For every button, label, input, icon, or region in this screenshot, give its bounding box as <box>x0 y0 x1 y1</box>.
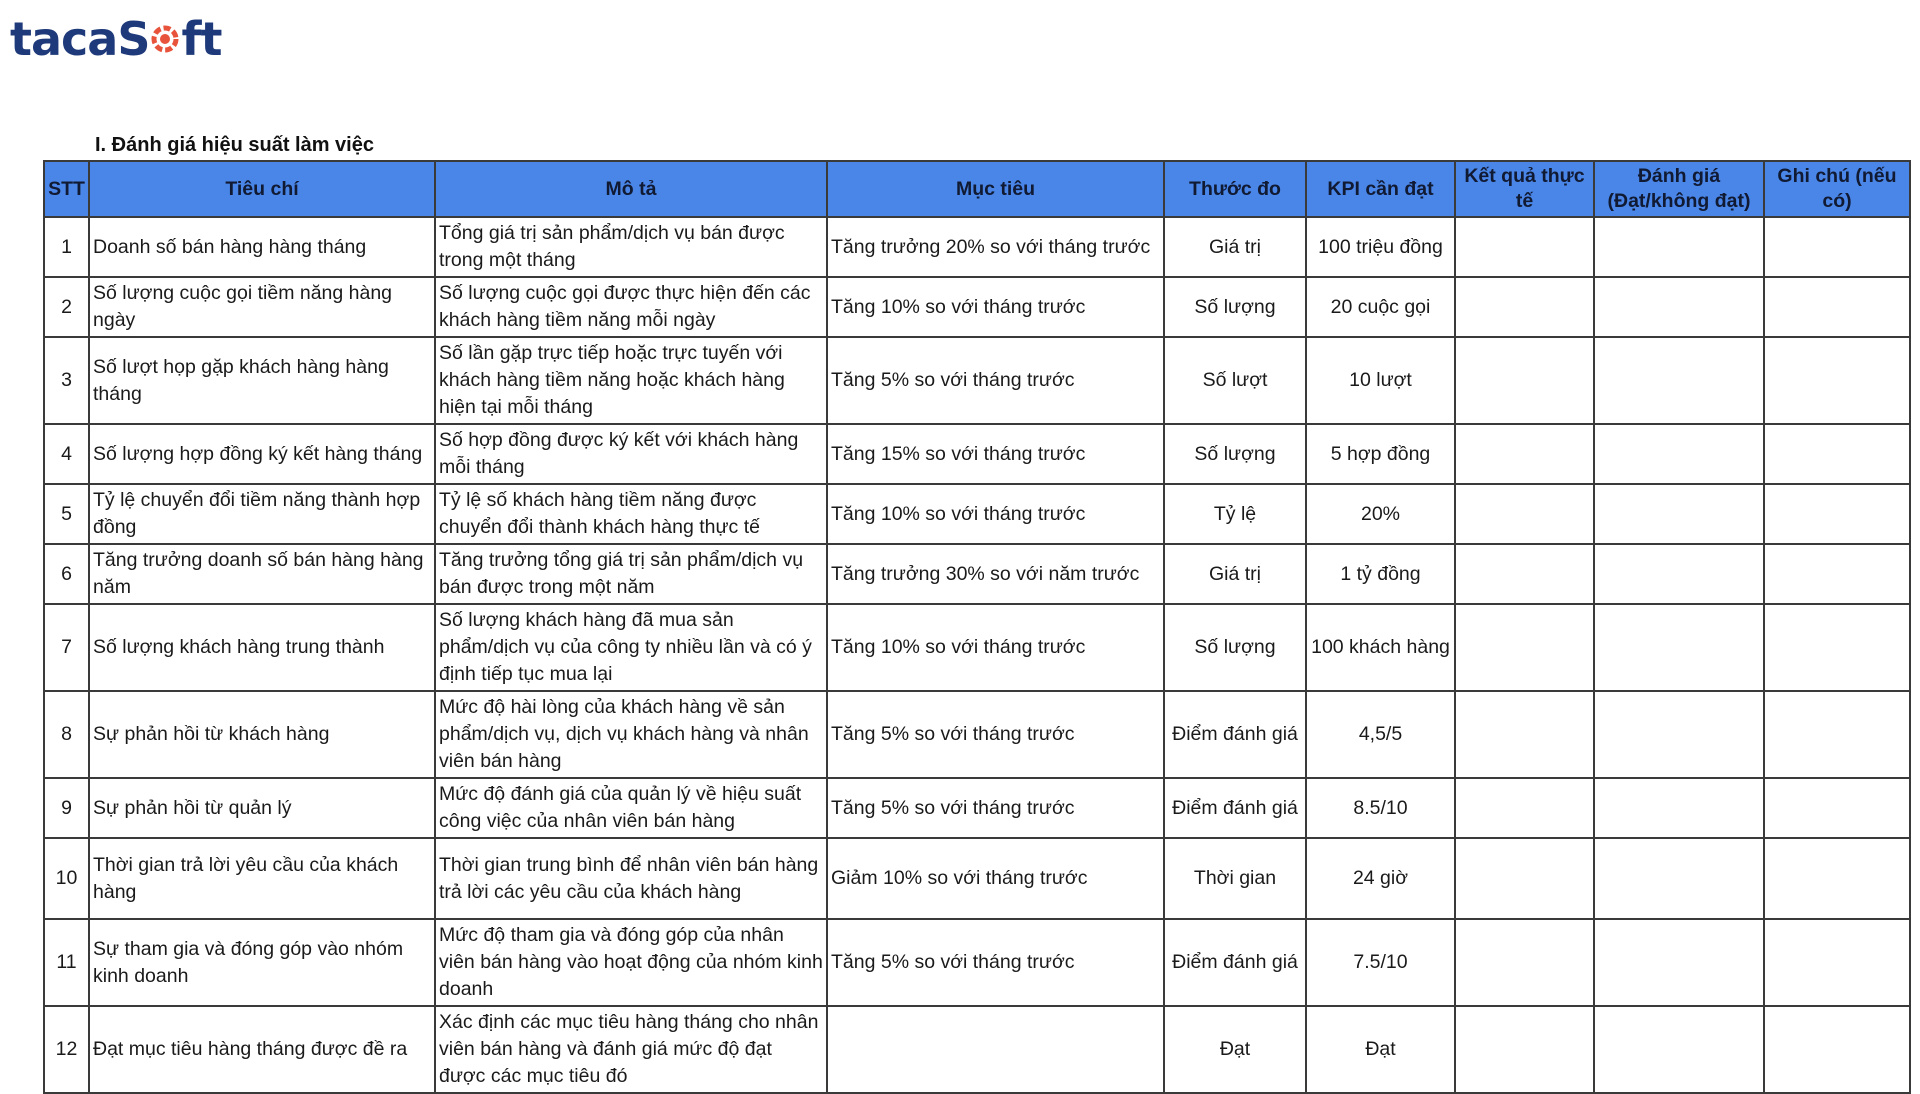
cell-stt: 3 <box>44 337 89 424</box>
cell-note[interactable] <box>1764 778 1910 838</box>
cell-stt: 11 <box>44 919 89 1006</box>
cell-stt: 12 <box>44 1006 89 1093</box>
header-criterion: Tiêu chí <box>89 161 435 217</box>
table-row <box>44 484 1910 544</box>
cell-target[interactable]: Tăng trưởng 30% so với năm trước <box>827 544 1164 604</box>
cell-result[interactable] <box>1455 778 1594 838</box>
cell-measure[interactable]: Giá trị <box>1164 217 1306 277</box>
cell-criterion[interactable]: Tỷ lệ chuyển đổi tiềm năng thành hợp đồng <box>89 484 435 544</box>
cell-criterion[interactable]: Đạt mục tiêu hàng tháng được đề ra <box>89 1006 435 1093</box>
cell-note[interactable] <box>1764 484 1910 544</box>
cell-measure[interactable]: Số lượt <box>1164 337 1306 424</box>
cell-stt: 1 <box>44 217 89 277</box>
cell-stt: 9 <box>44 778 89 838</box>
cell-measure[interactable]: Số lượng <box>1164 424 1306 484</box>
cell-stt: 4 <box>44 424 89 484</box>
cell-note[interactable] <box>1764 424 1910 484</box>
cell-result[interactable] <box>1455 217 1594 277</box>
cell-measure[interactable]: Giá trị <box>1164 544 1306 604</box>
cell-note[interactable] <box>1764 544 1910 604</box>
table-row <box>44 604 1910 691</box>
cell-description[interactable]: Mức độ hài lòng của khách hàng về sản phẩm/dịch vụ, dịch vụ khách hàng và nhân viên bán hàng <box>435 691 827 778</box>
cell-note[interactable] <box>1764 217 1910 277</box>
table-row <box>44 544 1910 604</box>
cell-target[interactable]: Tăng 5% so với tháng trước <box>827 337 1164 424</box>
header-result: Kết quả thực tế <box>1455 161 1594 217</box>
cell-target[interactable]: Tăng trưởng 20% so với tháng trước <box>827 217 1164 277</box>
cell-description[interactable]: Mức độ tham gia và đóng góp của nhân viên bán hàng vào hoạt động của nhóm kinh doanh <box>435 919 827 1006</box>
cell-target[interactable]: Tăng 5% so với tháng trước <box>827 919 1164 1006</box>
cell-evaluation[interactable] <box>1594 337 1764 424</box>
cell-criterion[interactable]: Sự phản hồi từ quản lý <box>89 778 435 838</box>
cell-result[interactable] <box>1455 544 1594 604</box>
cell-description[interactable]: Tăng trưởng tổng giá trị sản phẩm/dịch vụ bán được trong một năm <box>435 544 827 604</box>
cell-stt: 2 <box>44 277 89 337</box>
header-stt: STT <box>44 161 89 217</box>
cell-criterion[interactable]: Số lượng cuộc gọi tiềm năng hàng ngày <box>89 277 435 337</box>
cell-description[interactable]: Thời gian trung bình để nhân viên bán hàng trả lời các yêu cầu của khách hàng <box>435 838 827 919</box>
header-evaluation: Đánh giá (Đạt/không đạt) <box>1594 161 1764 217</box>
cell-evaluation[interactable] <box>1594 544 1764 604</box>
cell-evaluation[interactable] <box>1594 484 1764 544</box>
cell-result[interactable] <box>1455 424 1594 484</box>
cell-stt: 6 <box>44 544 89 604</box>
cell-criterion[interactable]: Sự tham gia và đóng góp vào nhóm kinh doanh <box>89 919 435 1006</box>
table-row <box>44 277 1910 337</box>
cell-measure[interactable]: Đạt <box>1164 1006 1306 1093</box>
cell-measure[interactable]: Số lượng <box>1164 604 1306 691</box>
cell-kpi[interactable]: 20% <box>1306 484 1455 544</box>
cell-criterion[interactable]: Số lượt họp gặp khách hàng hàng tháng <box>89 337 435 424</box>
header-measure: Thước đo <box>1164 161 1306 217</box>
cell-criterion[interactable]: Số lượng khách hàng trung thành <box>89 604 435 691</box>
cell-description[interactable]: Số hợp đồng được ký kết với khách hàng mỗi tháng <box>435 424 827 484</box>
header-row <box>44 161 1910 217</box>
cell-criterion[interactable]: Số lượng hợp đồng ký kết hàng tháng <box>89 424 435 484</box>
cell-description[interactable]: Tỷ lệ số khách hàng tiềm năng được chuyển đổi thành khách hàng thực tế <box>435 484 827 544</box>
cell-note[interactable] <box>1764 838 1910 919</box>
cell-kpi[interactable]: 20 cuộc gọi <box>1306 277 1455 337</box>
kpi-table <box>43 160 1911 1094</box>
table-row <box>44 778 1910 838</box>
cell-criterion[interactable]: Tăng trưởng doanh số bán hàng hàng năm <box>89 544 435 604</box>
cell-measure[interactable]: Tỷ lệ <box>1164 484 1306 544</box>
logo-text-2: S <box>117 12 150 66</box>
cell-stt: 8 <box>44 691 89 778</box>
cell-result[interactable] <box>1455 691 1594 778</box>
cell-kpi[interactable]: 1 tỷ đồng <box>1306 544 1455 604</box>
cell-stt: 10 <box>44 838 89 919</box>
cell-measure[interactable]: Số lượng <box>1164 277 1306 337</box>
cell-kpi[interactable]: 100 khách hàng <box>1306 604 1455 691</box>
table-row <box>44 337 1910 424</box>
table-row <box>44 424 1910 484</box>
cell-criterion[interactable]: Doanh số bán hàng hàng tháng <box>89 217 435 277</box>
logo-text-1: taca <box>10 12 118 66</box>
header-description: Mô tả <box>435 161 827 217</box>
cell-kpi[interactable]: 10 lượt <box>1306 337 1455 424</box>
cell-result[interactable] <box>1455 277 1594 337</box>
cell-target[interactable]: Tăng 15% so với tháng trước <box>827 424 1164 484</box>
cell-measure[interactable]: Điểm đánh giá <box>1164 919 1306 1006</box>
cell-measure[interactable]: Điểm đánh giá <box>1164 778 1306 838</box>
cell-description[interactable]: Số lượng cuộc gọi được thực hiện đến các khách hàng tiềm năng mỗi ngày <box>435 277 827 337</box>
cell-evaluation[interactable] <box>1594 277 1764 337</box>
cell-target[interactable]: Tăng 10% so với tháng trước <box>827 277 1164 337</box>
cell-note[interactable] <box>1764 277 1910 337</box>
cell-evaluation[interactable] <box>1594 838 1764 919</box>
cell-description[interactable]: Tổng giá trị sản phẩm/dịch vụ bán được trong một tháng <box>435 217 827 277</box>
header-kpi: KPI cần đạt <box>1306 161 1455 217</box>
cell-description[interactable]: Số lần gặp trực tiếp hoặc trực tuyến với khách hàng tiềm năng hoặc khách hàng hiện tại mỗi tháng <box>435 337 827 424</box>
cell-evaluation[interactable] <box>1594 217 1764 277</box>
cell-kpi[interactable]: 7.5/10 <box>1306 919 1455 1006</box>
cell-target[interactable]: Tăng 5% so với tháng trước <box>827 778 1164 838</box>
cell-criterion[interactable]: Sự phản hồi từ khách hàng <box>89 691 435 778</box>
table-row <box>44 838 1910 919</box>
cell-measure[interactable]: Thời gian <box>1164 838 1306 919</box>
section-title: I. Đánh giá hiệu suất làm việc <box>95 134 374 156</box>
table-row <box>44 691 1910 778</box>
cell-target[interactable]: Tăng 10% so với tháng trước <box>827 484 1164 544</box>
tacasoft-logo <box>10 12 222 66</box>
cell-result[interactable] <box>1455 919 1594 1006</box>
cell-measure[interactable]: Điểm đánh giá <box>1164 691 1306 778</box>
cell-result[interactable] <box>1455 838 1594 919</box>
cell-result[interactable] <box>1455 337 1594 424</box>
table-row <box>44 919 1910 1006</box>
cell-kpi[interactable]: 5 hợp đồng <box>1306 424 1455 484</box>
cell-target[interactable]: Tăng 10% so với tháng trước <box>827 604 1164 691</box>
logo-text-3: ft <box>181 12 222 66</box>
cell-evaluation[interactable] <box>1594 691 1764 778</box>
cell-note[interactable] <box>1764 691 1910 778</box>
gear-icon <box>150 24 180 54</box>
cell-target[interactable]: Giảm 10% so với tháng trước <box>827 838 1164 919</box>
cell-description[interactable]: Mức độ đánh giá của quản lý về hiệu suất công việc của nhân viên bán hàng <box>435 778 827 838</box>
table-row <box>44 217 1910 277</box>
cell-kpi[interactable]: 24 giờ <box>1306 838 1455 919</box>
cell-kpi[interactable]: 8.5/10 <box>1306 778 1455 838</box>
cell-target[interactable]: Tăng 5% so với tháng trước <box>827 691 1164 778</box>
cell-evaluation[interactable] <box>1594 604 1764 691</box>
cell-kpi[interactable]: 4,5/5 <box>1306 691 1455 778</box>
cell-evaluation[interactable] <box>1594 778 1764 838</box>
cell-note[interactable] <box>1764 919 1910 1006</box>
cell-stt: 5 <box>44 484 89 544</box>
cell-description[interactable]: Xác định các mục tiêu hàng tháng cho nhân viên bán hàng và đánh giá mức độ đạt được các mục tiêu đó <box>435 1006 827 1093</box>
cell-result[interactable] <box>1455 604 1594 691</box>
cell-result[interactable] <box>1455 484 1594 544</box>
cell-note[interactable] <box>1764 337 1910 424</box>
cell-kpi[interactable]: 100 triệu đồng <box>1306 217 1455 277</box>
cell-evaluation[interactable] <box>1594 919 1764 1006</box>
header-target: Mục tiêu <box>827 161 1164 217</box>
cell-kpi[interactable]: Đạt <box>1306 1006 1455 1093</box>
header-note: Ghi chú (nếu có) <box>1764 161 1910 217</box>
cell-description[interactable]: Số lượng khách hàng đã mua sản phẩm/dịch vụ của công ty nhiều lần và có ý định tiếp tục mua lại <box>435 604 827 691</box>
cell-criterion[interactable]: Thời gian trả lời yêu cầu của khách hàng <box>89 838 435 919</box>
cell-note[interactable] <box>1764 604 1910 691</box>
cell-stt: 7 <box>44 604 89 691</box>
cell-evaluation[interactable] <box>1594 424 1764 484</box>
